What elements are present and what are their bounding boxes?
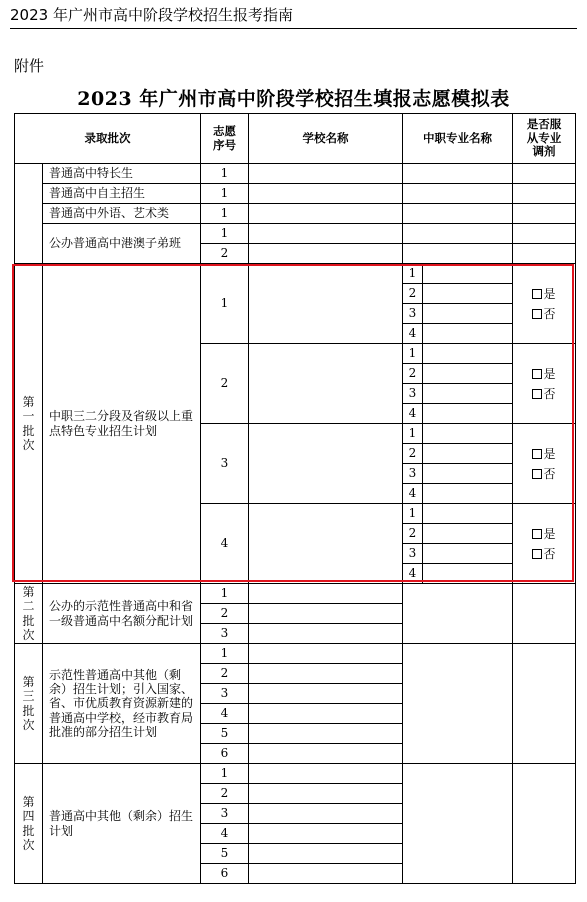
adjust-options <box>532 364 555 404</box>
order-cell: 2 <box>201 784 249 804</box>
major-index: 1 <box>403 424 423 444</box>
school-input[interactable] <box>249 844 403 864</box>
adjust-options <box>532 284 555 324</box>
checkbox-icon[interactable] <box>532 389 542 399</box>
major-input[interactable] <box>403 224 513 244</box>
batch3-plan: 示范性普通高中其他（剩余）招生计划；引入国家、省、市优质教育资源新建的普通高中学校，经市教育局批准的部分招生计划 <box>43 644 201 764</box>
table-row <box>15 204 576 224</box>
col-header-school: 学校名称 <box>249 114 403 164</box>
adjust-blank <box>513 584 576 644</box>
school-input[interactable] <box>249 584 403 604</box>
school-input[interactable] <box>249 704 403 724</box>
adjust-yes-option[interactable] <box>532 287 555 301</box>
school-input[interactable] <box>249 204 403 224</box>
order-cell: 2 <box>201 244 249 264</box>
adjust-cell <box>513 184 576 204</box>
major-index: 4 <box>403 564 423 584</box>
header-rule <box>10 28 577 29</box>
major-input[interactable] <box>423 384 513 404</box>
checkbox-icon[interactable] <box>532 529 542 539</box>
major-blank <box>403 644 513 764</box>
batch2-plan: 公办的示范性普通高中和省一级普通高中名额分配计划 <box>43 584 201 644</box>
major-index: 2 <box>403 284 423 304</box>
adjust-yes-option[interactable] <box>532 527 555 541</box>
adjust-no-label: 否 <box>543 466 556 481</box>
adjust-cell <box>513 204 576 224</box>
adjust-options <box>532 444 555 484</box>
table-row <box>15 224 576 244</box>
adjust-yes-label: 是 <box>543 526 556 541</box>
adjust-cell <box>513 244 576 264</box>
school-input[interactable] <box>249 724 403 744</box>
order-cell: 1 <box>201 764 249 784</box>
school-input[interactable] <box>249 804 403 824</box>
major-index: 3 <box>403 544 423 564</box>
order-cell: 2 <box>201 664 249 684</box>
school-input[interactable] <box>249 764 403 784</box>
table-row <box>15 644 576 664</box>
order-cell: 2 <box>201 344 249 424</box>
checkbox-icon[interactable] <box>532 469 542 479</box>
order-cell: 5 <box>201 724 249 744</box>
adjust-choice-cell <box>513 424 576 504</box>
order-cell: 4 <box>201 824 249 844</box>
advance-batch-cell <box>15 164 43 264</box>
major-index: 3 <box>403 304 423 324</box>
adjust-no-option[interactable] <box>532 547 555 561</box>
col-header-major: 中职专业名称 <box>403 114 513 164</box>
major-input[interactable] <box>423 264 513 284</box>
order-cell: 3 <box>201 684 249 704</box>
checkbox-icon[interactable] <box>532 549 542 559</box>
major-input[interactable] <box>423 404 513 424</box>
school-input[interactable] <box>249 244 403 264</box>
order-cell: 1 <box>201 264 249 344</box>
adjust-yes-label: 是 <box>543 286 556 301</box>
table-row <box>15 114 576 164</box>
batch1-label: 第 一 批 次 <box>15 264 43 584</box>
adjust-no-label: 否 <box>543 546 556 561</box>
major-index: 3 <box>403 384 423 404</box>
major-input[interactable] <box>423 544 513 564</box>
form-title: 2023 年广州市高中阶段学校招生填报志愿模拟表 <box>77 88 510 110</box>
major-input[interactable] <box>423 304 513 324</box>
major-input[interactable] <box>403 204 513 224</box>
major-index: 1 <box>403 264 423 284</box>
major-input[interactable] <box>423 444 513 464</box>
school-input[interactable] <box>249 164 403 184</box>
major-index: 4 <box>403 404 423 424</box>
major-blank <box>403 764 513 884</box>
school-input[interactable] <box>249 644 403 664</box>
order-cell: 1 <box>201 184 249 204</box>
checkbox-icon[interactable] <box>532 449 542 459</box>
school-input[interactable] <box>249 824 403 844</box>
major-input[interactable] <box>423 504 513 524</box>
school-input[interactable] <box>249 424 403 504</box>
adjust-choice-cell <box>513 344 576 424</box>
major-index: 2 <box>403 524 423 544</box>
school-input[interactable] <box>249 784 403 804</box>
major-input[interactable] <box>423 284 513 304</box>
major-input[interactable] <box>403 244 513 264</box>
school-input[interactable] <box>249 224 403 244</box>
school-input[interactable] <box>249 344 403 424</box>
adjust-choice-cell <box>513 504 576 584</box>
school-input[interactable] <box>249 604 403 624</box>
adjust-no-label: 否 <box>543 306 556 321</box>
batch2-label: 第 二 批 次 <box>15 584 43 644</box>
major-index: 1 <box>403 344 423 364</box>
checkbox-icon[interactable] <box>532 369 542 379</box>
major-input[interactable] <box>403 164 513 184</box>
order-cell: 1 <box>201 204 249 224</box>
col-header-adjust: 是否服 从专业 调剂 <box>513 114 576 164</box>
school-input[interactable] <box>249 264 403 344</box>
adjust-no-label: 否 <box>543 386 556 401</box>
major-index: 2 <box>403 364 423 384</box>
adjust-cell <box>513 224 576 244</box>
major-input[interactable] <box>423 484 513 504</box>
advance-plan-label: 普通高中外语、艺术类 <box>43 204 201 224</box>
school-input[interactable] <box>249 184 403 204</box>
major-index: 3 <box>403 464 423 484</box>
school-input[interactable] <box>249 684 403 704</box>
adjust-yes-label: 是 <box>543 366 556 381</box>
table-row <box>15 584 576 604</box>
table-row <box>15 764 576 784</box>
major-input[interactable] <box>423 564 513 584</box>
page-header: 2023 年广州市高中阶段学校招生报考指南 <box>10 6 293 24</box>
table-row <box>15 184 576 204</box>
major-input[interactable] <box>423 524 513 544</box>
order-cell: 1 <box>201 224 249 244</box>
table-row <box>15 164 576 184</box>
col-header-batch: 录取批次 <box>15 114 201 164</box>
order-cell: 5 <box>201 844 249 864</box>
adjust-cell <box>513 164 576 184</box>
school-input[interactable] <box>249 504 403 584</box>
adjust-choice-cell <box>513 264 576 344</box>
order-cell: 4 <box>201 704 249 724</box>
order-cell: 3 <box>201 804 249 824</box>
order-cell: 3 <box>201 624 249 644</box>
batch1-plan: 中职三二分段及省级以上重点特色专业招生计划 <box>43 264 201 584</box>
annex-label: 附件 <box>14 57 45 75</box>
major-input[interactable] <box>423 424 513 444</box>
batch4-label: 第 四 批 次 <box>15 764 43 884</box>
major-blank <box>403 584 513 644</box>
school-input[interactable] <box>249 864 403 884</box>
adjust-blank <box>513 764 576 884</box>
checkbox-icon[interactable] <box>532 309 542 319</box>
school-input[interactable] <box>249 744 403 764</box>
adjust-blank <box>513 644 576 764</box>
school-input[interactable] <box>249 624 403 644</box>
major-input[interactable] <box>423 464 513 484</box>
adjust-no-option[interactable] <box>532 387 555 401</box>
adjust-yes-label: 是 <box>543 446 556 461</box>
advance-plan-label: 公办普通高中港澳子弟班 <box>43 224 201 264</box>
table-row <box>15 264 576 284</box>
adjust-no-option[interactable] <box>532 307 555 321</box>
adjust-yes-option[interactable] <box>532 447 555 461</box>
major-index: 4 <box>403 324 423 344</box>
major-input[interactable] <box>423 364 513 384</box>
checkbox-icon[interactable] <box>532 289 542 299</box>
advance-plan-label: 普通高中自主招生 <box>43 184 201 204</box>
order-cell: 3 <box>201 424 249 504</box>
order-cell: 4 <box>201 504 249 584</box>
batch3-label: 第 三 批 次 <box>15 644 43 764</box>
adjust-options <box>532 524 555 564</box>
order-cell: 6 <box>201 864 249 884</box>
major-input[interactable] <box>423 324 513 344</box>
adjust-no-option[interactable] <box>532 467 555 481</box>
major-index: 2 <box>403 444 423 464</box>
major-index: 4 <box>403 484 423 504</box>
major-input[interactable] <box>423 344 513 364</box>
school-input[interactable] <box>249 664 403 684</box>
order-cell: 6 <box>201 744 249 764</box>
adjust-yes-option[interactable] <box>532 367 555 381</box>
order-cell: 2 <box>201 604 249 624</box>
preference-form-table <box>14 113 576 884</box>
major-input[interactable] <box>403 184 513 204</box>
col-header-order: 志愿 序号 <box>201 114 249 164</box>
advance-plan-label: 普通高中特长生 <box>43 164 201 184</box>
order-cell: 1 <box>201 164 249 184</box>
order-cell: 1 <box>201 644 249 664</box>
batch4-plan: 普通高中其他（剩余）招生计划 <box>43 764 201 884</box>
major-index: 1 <box>403 504 423 524</box>
order-cell: 1 <box>201 584 249 604</box>
